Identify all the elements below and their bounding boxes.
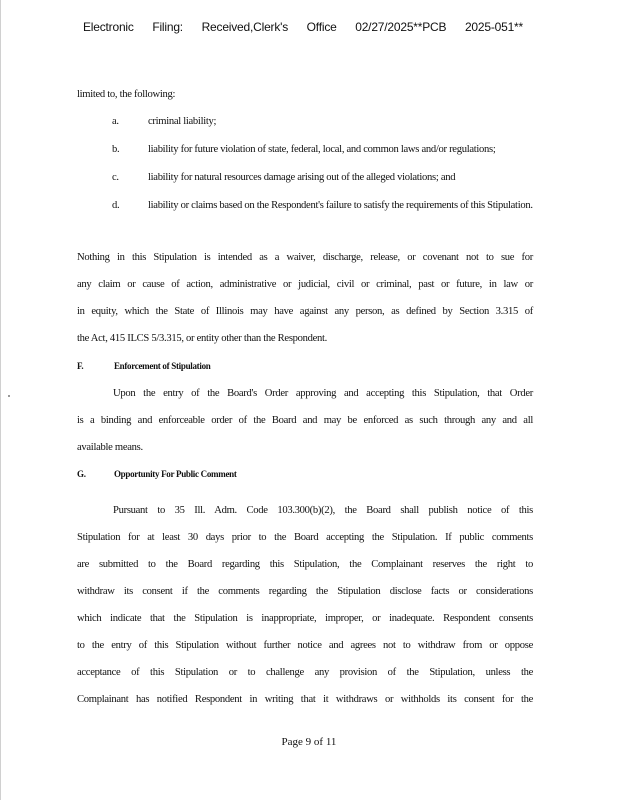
- section-letter: F.: [77, 361, 84, 371]
- list-letter: a.: [112, 116, 119, 127]
- paragraph-line: Pursuant to 35 Ill. Adm. Code 103.300(b)(2), the Board shall publish notice of this: [113, 505, 533, 516]
- list-item: [112, 199, 533, 212]
- header-word: Received,Clerk's: [201, 20, 289, 34]
- paragraph-line: are submitted to the Board regarding this Stipulation, the Complainant reserves the right to: [77, 559, 533, 570]
- paragraph-line: any claim or cause of action, administrative or judicial, civil or criminal, past or future, in law or: [77, 279, 533, 290]
- list-text: liability for future violation of state, federal, local, and common laws and/or regulations;: [148, 144, 496, 155]
- list-letter: b.: [112, 144, 120, 155]
- filing-stamp-header: [83, 20, 523, 34]
- paragraph-line: which indicate that the Stipulation is inappropriate, improper, or inadequate. Respondent consents: [77, 613, 533, 624]
- paragraph-line: is a binding and enforceable order of the Board and may be enforced as such through any and all: [77, 415, 533, 426]
- paragraph-line: in equity, which the State of Illinois may have against any person, as defined by Section 3.315 of: [77, 306, 533, 317]
- paragraph-line: to the entry of this Stipulation without further notice and agrees not to withdraw from or oppose: [77, 640, 533, 651]
- header-word: Office: [306, 20, 337, 34]
- paragraph-line: Complainant has notified Respondent in writing that it withdraws or withholds its consent for the: [77, 694, 533, 705]
- header-word: Filing:: [152, 20, 183, 34]
- section-title: Enforcement of Stipulation: [113, 361, 211, 371]
- scan-speck: [8, 395, 10, 397]
- header-word: 02/27/2025**PCB: [355, 20, 447, 34]
- paragraph-line: available means.: [77, 442, 143, 453]
- section-heading-g: [77, 469, 237, 479]
- paragraph-line: withdraw its consent if the comments regarding the Stipulation disclose facts or considerations: [77, 586, 533, 597]
- paragraph-line: Upon the entry of the Board's Order approving and accepting this Stipulation, that Order: [113, 388, 533, 399]
- liability-list: [112, 115, 533, 227]
- paragraph-line: the Act, 415 ILCS 5/3.315, or entity other than the Respondent.: [77, 333, 328, 344]
- list-text: liability for natural resources damage arising out of the alleged violations; and: [148, 172, 456, 183]
- list-text: liability or claims based on the Respondent's failure to satisfy the requirements of this Stipulation.: [148, 200, 533, 211]
- public-comment-paragraph: [77, 497, 533, 713]
- header-word: 2025-051**: [464, 20, 523, 34]
- section-title: Opportunity For Public Comment: [113, 469, 237, 479]
- intro-line: limited to, the following:: [77, 89, 176, 100]
- nothing-paragraph: [77, 244, 533, 352]
- list-item: [112, 115, 533, 128]
- list-item: [112, 143, 533, 156]
- header-word: Electronic: [83, 20, 134, 34]
- page-number: Page 9 of 11: [281, 736, 337, 748]
- list-item: [112, 171, 533, 184]
- list-letter: d.: [112, 200, 120, 211]
- list-text: criminal liability;: [148, 116, 217, 127]
- section-heading-f: [77, 361, 211, 371]
- list-letter: c.: [112, 172, 119, 183]
- paragraph-line: acceptance of this Stipulation or to challenge any provision of the Stipulation, unless the: [77, 667, 533, 678]
- section-letter: G.: [77, 469, 86, 479]
- page-edge: [0, 0, 1, 800]
- enforcement-paragraph: [77, 380, 533, 461]
- paragraph-line: Nothing in this Stipulation is intended as a waiver, discharge, release, or covenant not to sue for: [77, 252, 533, 263]
- paragraph-line: Stipulation for at least 30 days prior to the Board accepting the Stipulation. If public comments: [77, 532, 533, 543]
